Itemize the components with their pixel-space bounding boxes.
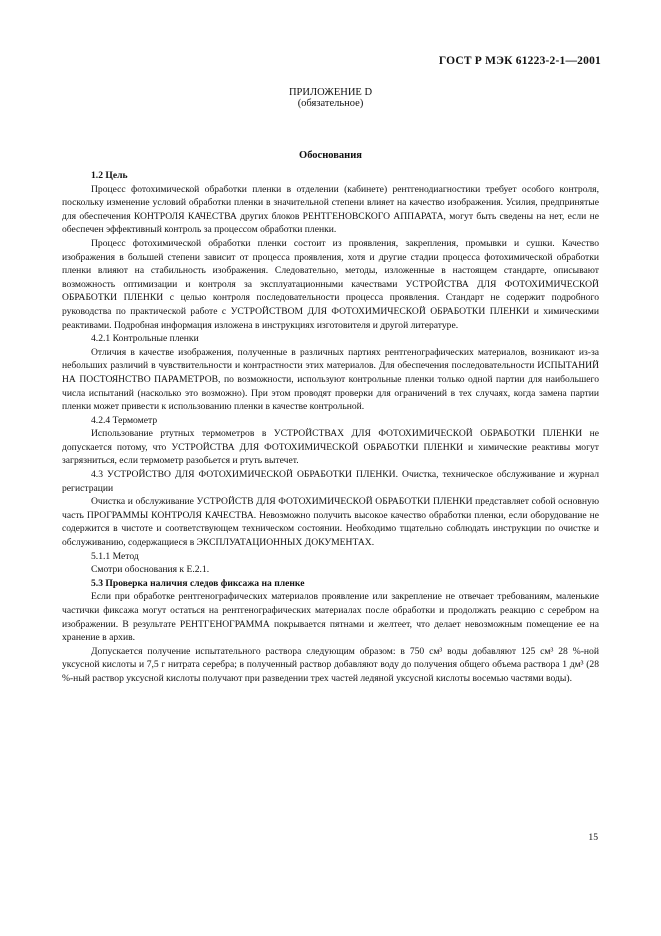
page-number: 15 xyxy=(588,832,598,843)
section-title: Обоснования xyxy=(299,150,362,161)
paragraph: Использование ртутных термометров в УСТРОЙСТВАХ ДЛЯ ФОТОХИМИЧЕСКОЙ ОБРАБОТКИ ПЛЕНКИ не допускается потому, что УСТРОЙСТВА ДЛЯ ФОТОХИМИЧЕСКОЙ ОБРАБОТКИ ПЛЕНКИ и химические реактивы могут загрязниться, если термометр разобьется и ртуть вытечет. xyxy=(62,428,599,467)
paragraph: Очистка и обслуживание УСТРОЙСТВ ДЛЯ ФОТОХИМИЧЕСКОЙ ОБРАБОТКИ ПЛЕНКИ представляет собой основную часть ПРОГРАММЫ КОНТРОЛЯ КАЧЕСТВА. Невозможно получить высокое качество обработки пленки, если оборудование не содержится в чистоте и соответствующем техническом состоянии. Необходимо тщательно соблюдать инструкции по очистке и обслуживанию, содержащиеся в ЭКСПЛУАТАЦИОННЫХ ДОКУМЕНТАХ. xyxy=(62,496,599,549)
heading-fixer-check: 5.3 Проверка наличия следов фиксажа на пленке xyxy=(91,577,305,589)
subheading-processor-maintenance: 4.3 УСТРОЙСТВО ДЛЯ ФОТОХИМИЧЕСКОЙ ОБРАБОТКИ ПЛЕНКИ. Очистка, техническое обслуживание и журнал регистрации xyxy=(62,469,599,494)
subheading-method: 5.1.1 Метод xyxy=(91,550,139,562)
document-body xyxy=(62,169,599,686)
subheading-control-films: 4.2.1 Контрольные пленки xyxy=(91,333,199,345)
appendix-subtitle: (обязательное) xyxy=(297,98,364,109)
subheading-thermometer: 4.2.4 Термометр xyxy=(91,414,158,426)
heading-purpose: 1.2 Цель xyxy=(91,170,128,181)
paragraph: Отличия в качестве изображения, полученные в различных партиях рентгенографических материалов, возникают из-за небольших различий в чувствительности и контрастности этих материалов. Для обеспечения последовательности ИСПЫТАНИЙ НА ПОСТОЯНСТВО ПАРАМЕТРОВ, по возможности, используют контрольные пленки только одной партии для наибольшего числа испытаний (насколько это возможно). При этом проводят проверки для ограничений в тех случаях, когда замена партии пленки может привести к использованию пленки в качестве контрольной. xyxy=(62,346,599,413)
paragraph: Процесс фотохимической обработки пленки состоит из проявления, закрепления, промывки и сушки. Качество изображения в большей степени зависит от процесса проявления, хотя и другие стадии процесса фотохимической обработки пленки влияют на стабильность изображения. Следовательно, методы, изложенные в настоящем стандарте, описывают возможность оптимизации и контроля за эксплуатационными качествами УСТРОЙСТВА ДЛЯ ФОТОХИМИЧЕСКОЙ ОБРАБОТКИ ПЛЕНКИ с целью контроля последовательности процесса проявления. Стандарт не содержит подробного руководства по практической работе с УСТРОЙСТВОМ ДЛЯ ФОТОХИМИЧЕСКОЙ ОБРАБОТКИ ПЛЕНКИ и химическими реактивами. Подробная информация изложена в инструкциях изготовителя и другой литературе. xyxy=(62,237,599,331)
paragraph: Допускается получение испытательного раствора следующим образом: в 750 см³ воды добавляют 125 см³ 28 %-ной уксусной кислоты и 7,5 г нитрата серебра; в полученный раствор добавляют воду до получения общего объема раствора 1 дм³ (28 %-ный раствор уксусной кислоты получают при разведении трех частей ледяной уксусной кислоты восемью частями воды). xyxy=(62,645,599,684)
paragraph: Если при обработке рентгенографических материалов проявление или закрепление не отвечает требованиям, маленькие частички фиксажа могут остаться на рентгенографических материалах после обработки и продолжать реакцию с серебром на изображении. В результате РЕНТГЕНОГРАММА покрывается пятнами и желтеет, что делает невозможным помещение ее на хранение в архив. xyxy=(62,591,599,644)
paragraph: Процесс фотохимической обработки пленки в отделении (кабинете) рентгенодиагностики требует особого контроля, поскольку изменение условий обработки пленки в значительной степени влияет на качество изображения. Усилия, предпринятые для обеспечения КОНТРОЛЯ КАЧЕСТВА других блоков РЕНТГЕНОВСКОГО АППАРАТА, могут быть сведены на нет, если не обеспечен эффективный контроль за процессом обработки пленки. xyxy=(62,183,599,236)
appendix-heading xyxy=(0,87,661,109)
standard-code-header: ГОСТ Р МЭК 61223-2-1—2001 xyxy=(438,55,601,67)
appendix-title: ПРИЛОЖЕНИЕ D xyxy=(288,87,373,98)
paragraph: Смотри обоснования к Е.2.1. xyxy=(91,564,210,576)
